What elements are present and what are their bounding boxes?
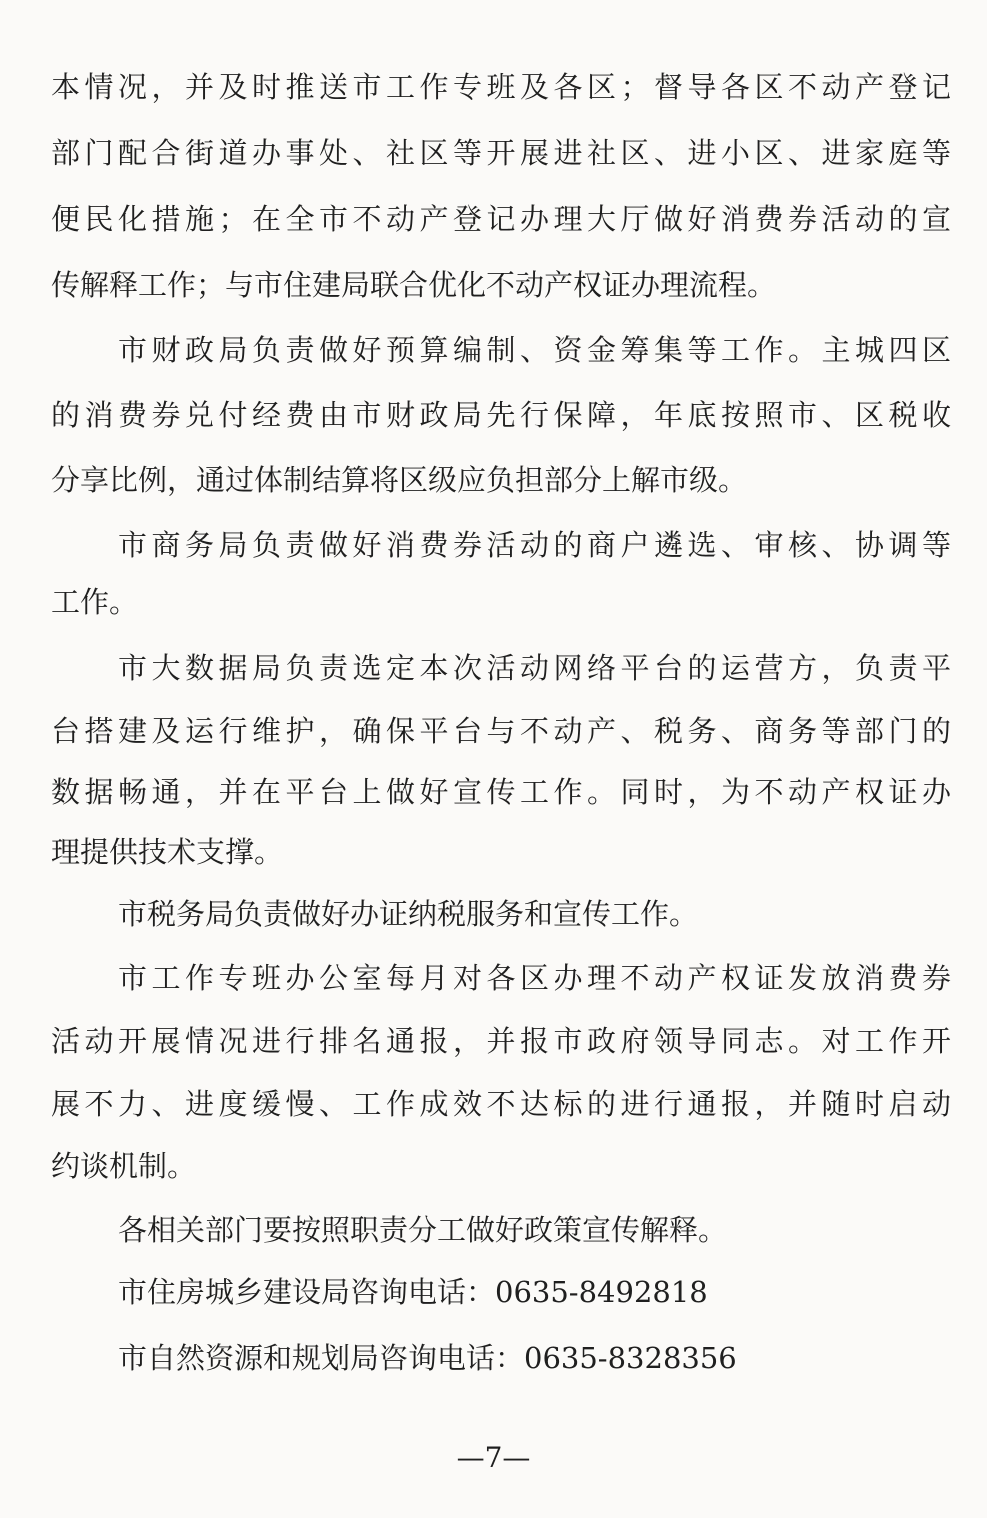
- contact-line-natural-resources: 市自然资源和规划局咨询电话：0635-8328356: [118, 1341, 737, 1375]
- text-line: 展不力、进度缓慢、工作成效不达标的进行通报，并随时启动: [51, 1087, 951, 1121]
- page-number: —7—: [456, 1441, 531, 1474]
- text-line: 的消费券兑付经费由市财政局先行保障，年底按照市、区税收: [51, 398, 951, 432]
- text-line: 分享比例，通过体制结算将区级应负担部分上解市级。: [51, 463, 748, 497]
- paragraph-first-line: 各相关部门要按照职责分工做好政策宣传解释。: [118, 1213, 728, 1247]
- text-line: 传解释工作；与市住建局联合优化不动产权证办理流程。: [51, 268, 777, 302]
- text-line: 理提供技术支撑。: [51, 835, 284, 869]
- contact-line-housing: 市住房城乡建设局咨询电话：0635-8492818: [118, 1275, 708, 1309]
- paragraph-first-line: 市工作专班办公室每月对各区办理不动产权证发放消费券: [118, 961, 951, 995]
- text-line: 便民化措施；在全市不动产登记办理大厅做好消费券活动的宣: [51, 202, 951, 236]
- paragraph-first-line: 市大数据局负责选定本次活动网络平台的运营方，负责平: [118, 651, 951, 685]
- paragraph-first-line: 市商务局负责做好消费券活动的商户遴选、审核、协调等: [118, 528, 951, 562]
- text-line: 活动开展情况进行排名通报，并报市政府领导同志。对工作开: [51, 1024, 951, 1058]
- text-line: 本情况，并及时推送市工作专班及各区；督导各区不动产登记: [51, 70, 951, 104]
- paragraph-first-line: 市税务局负责做好办证纳税服务和宣传工作。: [118, 897, 699, 931]
- text-line: 数据畅通，并在平台上做好宣传工作。同时，为不动产权证办: [51, 775, 951, 809]
- text-line: 台搭建及运行维护，确保平台与不动产、税务、商务等部门的: [51, 714, 951, 748]
- text-line: 部门配合街道办事处、社区等开展进社区、进小区、进家庭等: [51, 136, 951, 170]
- text-line: 工作。: [51, 585, 139, 619]
- text-line: 约谈机制。: [51, 1149, 197, 1183]
- paragraph-first-line: 市财政局负责做好预算编制、资金筹集等工作。主城四区: [118, 333, 951, 367]
